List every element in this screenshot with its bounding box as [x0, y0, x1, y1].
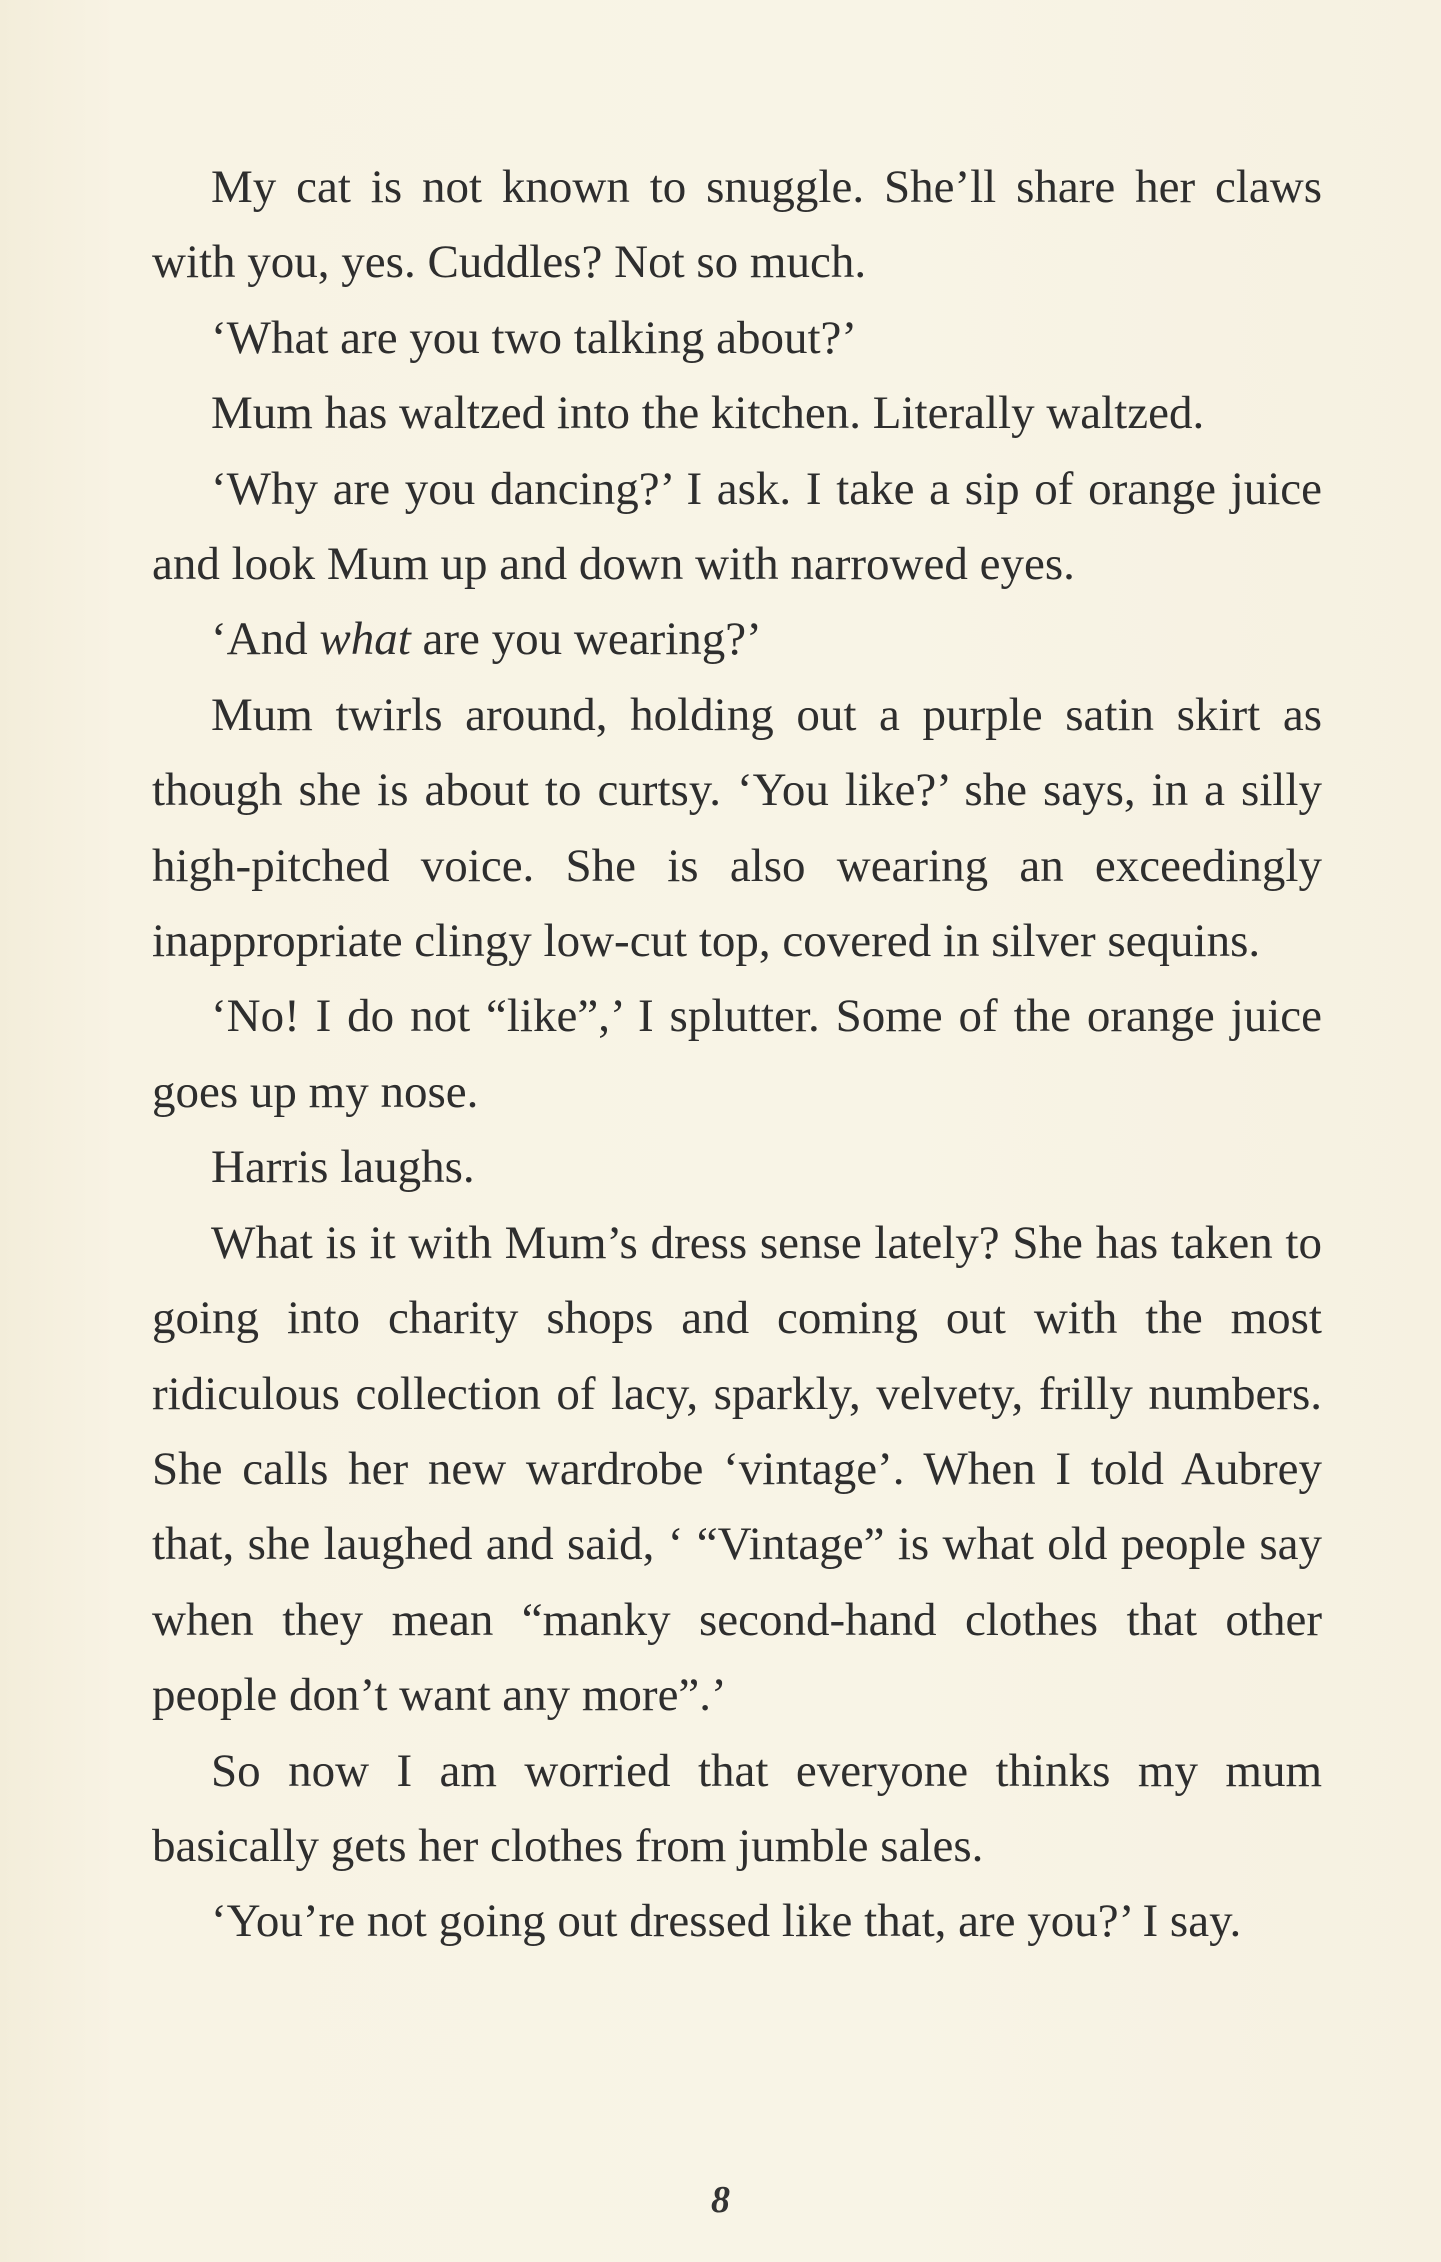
paragraph: Mum twirls around, holding out a purple satin skirt as though she is about to curtsy. ‘You like?’ she says, in a silly high-pitched voice. She is also wearing an exceedingly inappropriate clingy low-cut top, covered in silver sequins. [152, 688, 1322, 968]
paragraph-text: are you wearing?’ [410, 613, 762, 666]
paragraph: ‘You’re not going out dressed like that, are you?’ I say. [211, 1895, 1242, 1948]
paragraph: ‘Why are you dancing?’ I ask. I take a sip of orange juice and look Mum up and down with narrowed eyes. [152, 462, 1322, 591]
paragraph: Mum has waltzed into the kitchen. Literally waltzed. [211, 387, 1205, 440]
emphasis-text: what [319, 613, 411, 666]
paragraph [152, 602, 1322, 677]
paragraph: My cat is not known to snuggle. She’ll share her claws with you, yes. Cuddles? Not so much. [152, 161, 1322, 289]
paragraph: Harris laughs. [211, 1141, 475, 1194]
paragraph: ‘What are you two talking about?’ [211, 311, 858, 364]
paragraph: ‘No! I do not “like”,’ I splutter. Some of the orange juice goes up my nose. [152, 990, 1322, 1118]
body-text [152, 150, 1322, 1960]
paragraph-text: ‘And [211, 613, 320, 666]
page-number: 8 [711, 2179, 730, 2221]
paragraph: What is it with Mum’s dress sense lately? She has taken to going into charity shops and coming out with the most ridiculous collection of lacy, sparkly, velvety, frilly numbers. She calls her new wardrobe ‘vintage’. When I told Aubrey that, she laughed and said, ‘ “Vintage” is what old people say when they mean “manky second-hand clothes that other people don’t want any more”.’ [152, 1216, 1322, 1722]
paragraph: So now I am worried that everyone thinks my mum basically gets her clothes from jumble sales. [152, 1744, 1322, 1872]
